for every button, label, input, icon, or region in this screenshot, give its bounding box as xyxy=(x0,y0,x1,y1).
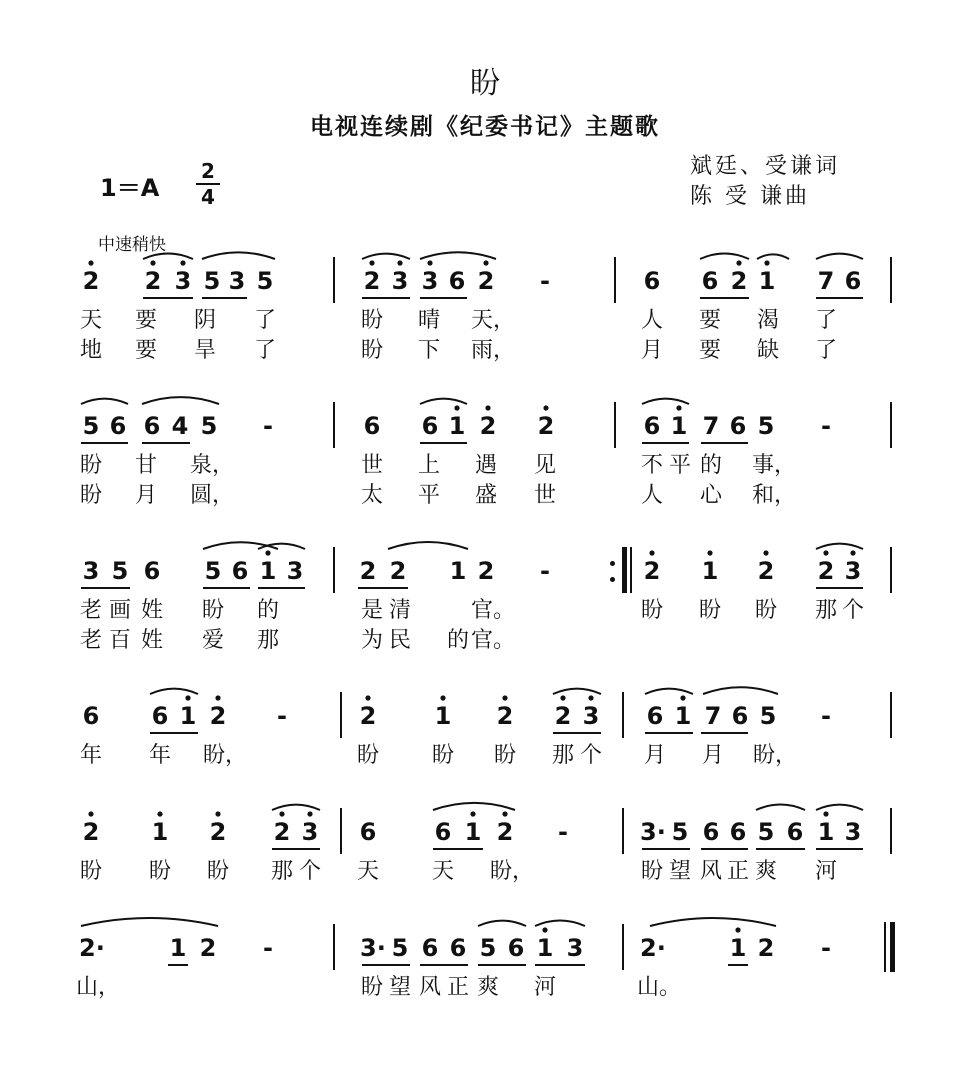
note: 3 xyxy=(174,267,192,295)
lyric-verse-1: 盼 xyxy=(493,743,516,768)
lyric-verse-1: 渴 xyxy=(756,308,779,333)
note: 6 xyxy=(844,267,862,295)
note: 5 xyxy=(111,557,129,585)
lyric-verse-1: 事， xyxy=(752,453,797,478)
lyric-verse-1: 盼 xyxy=(640,598,663,623)
lyric-verse-2: 那 xyxy=(256,628,279,653)
note: 1 xyxy=(179,702,197,730)
octave-dot xyxy=(649,550,654,555)
lyric-verse-1: 了 xyxy=(253,308,276,333)
lyric-verse-1: 盼 xyxy=(640,859,663,884)
note: 1 xyxy=(448,412,466,440)
lyric-verse-1: 盼， xyxy=(753,743,798,768)
slur xyxy=(142,397,219,404)
lyric-verse-1: 天 xyxy=(79,308,102,333)
note: 3 xyxy=(566,934,584,962)
octave-dot xyxy=(736,260,741,265)
lyric-verse-2: 百 xyxy=(108,628,131,653)
meter-bottom: 4 xyxy=(201,185,215,209)
lyric-verse-1: 老 xyxy=(79,598,102,623)
dash-note: - xyxy=(821,934,831,962)
lyric-verse-1: 盼 xyxy=(79,859,102,884)
lyric-verse-1: 月 xyxy=(643,743,666,768)
octave-dot xyxy=(542,927,547,932)
octave-dot xyxy=(88,811,93,816)
note: 5 xyxy=(391,934,409,962)
lyric-verse-2: 和， xyxy=(752,483,797,508)
note: 1 xyxy=(729,934,747,962)
lyric-verse-1: 正 xyxy=(446,975,469,1000)
lyric-verse-1: 望 xyxy=(668,859,691,884)
octave-dot xyxy=(735,927,740,932)
lyric-verse-1: 平 xyxy=(668,453,691,478)
lyric-verse-1: 天 xyxy=(431,859,454,884)
lyric-verse-2: 民 xyxy=(388,628,411,653)
lyric-verse-1: 是 xyxy=(360,598,383,623)
note: 4 xyxy=(171,412,189,440)
lyric-verse-1: 姓 xyxy=(140,598,163,623)
meter-top: 2 xyxy=(201,159,215,183)
note: 7 xyxy=(817,267,835,295)
note: 3 xyxy=(82,557,100,585)
octave-dot xyxy=(680,695,685,700)
lyric-verse-1: 画 xyxy=(108,598,131,623)
note: 2 xyxy=(757,934,775,962)
note: 2 xyxy=(209,818,227,846)
note: 2 xyxy=(359,557,377,585)
note: 2 xyxy=(363,267,381,295)
dash-note: - xyxy=(558,818,568,846)
lyric-verse-1: 盼 xyxy=(698,598,721,623)
slur xyxy=(420,252,496,259)
note: 3 xyxy=(844,557,862,585)
lyric-verse-1: 那 xyxy=(551,743,574,768)
lyric-verse-2: 官。 xyxy=(471,628,516,653)
lyric-verse-1: 盼 xyxy=(356,743,379,768)
slur xyxy=(757,254,789,259)
lyric-verse-1: 那 xyxy=(814,598,837,623)
lyric-verse-2: 太 xyxy=(360,483,383,508)
slur xyxy=(150,689,198,694)
octave-dot xyxy=(180,260,185,265)
lyric-verse-1: 阴 xyxy=(193,308,216,333)
note: 5 xyxy=(479,934,497,962)
lyric-verse-1: 要 xyxy=(134,308,157,333)
note: 6 xyxy=(701,267,719,295)
dash-note: - xyxy=(263,412,273,440)
note: 6 xyxy=(507,934,525,962)
slur xyxy=(816,544,863,549)
note: 5 xyxy=(759,702,777,730)
note: 3· xyxy=(640,818,666,846)
note: 6 xyxy=(421,412,439,440)
note: 6 xyxy=(231,557,249,585)
slur xyxy=(388,542,468,549)
note: 2 xyxy=(144,267,162,295)
note: 1 xyxy=(701,557,719,585)
slur xyxy=(645,689,693,694)
slur xyxy=(816,805,863,810)
note: 1 xyxy=(758,267,776,295)
slur xyxy=(143,254,193,260)
lyric-verse-1: 盼 xyxy=(201,598,224,623)
lyric-verse-1: 了 xyxy=(814,308,837,333)
octave-dot xyxy=(307,811,312,816)
octave-dot xyxy=(764,260,769,265)
note: 5 xyxy=(671,818,689,846)
note: 3 xyxy=(301,818,319,846)
octave-dot xyxy=(470,811,475,816)
lyric-verse-1: 风 xyxy=(418,975,441,1000)
note: 2 xyxy=(537,412,555,440)
lyric-verse-1: 盼 xyxy=(206,859,229,884)
note: 6 xyxy=(363,412,381,440)
slur xyxy=(81,399,128,404)
note: 2 xyxy=(209,702,227,730)
lyric-verse-1: 那 xyxy=(270,859,293,884)
octave-dot xyxy=(676,405,681,410)
note: 6 xyxy=(448,267,466,295)
octave-dot xyxy=(185,695,190,700)
note: 6 xyxy=(109,412,127,440)
slur xyxy=(535,921,585,927)
slur xyxy=(553,689,601,694)
slur xyxy=(700,254,749,259)
lyric-verse-2: 月 xyxy=(640,338,663,363)
octave-dot xyxy=(365,695,370,700)
note: 5 xyxy=(204,557,222,585)
lyric-verse-2: 下 xyxy=(417,338,440,363)
lyric-verse-1: 不 xyxy=(640,453,663,478)
lyric-verse-1: 风 xyxy=(699,859,722,884)
note: 2 xyxy=(757,557,775,585)
lyric-verse-2: 人 xyxy=(640,483,663,508)
note: 2 xyxy=(643,557,661,585)
octave-dot xyxy=(279,811,284,816)
lyric-verse-1: 上 xyxy=(417,453,440,478)
slur xyxy=(272,805,320,810)
octave-dot xyxy=(215,811,220,816)
note: 2 xyxy=(477,267,495,295)
octave-dot xyxy=(502,695,507,700)
note: 2 xyxy=(554,702,572,730)
lyric-verse-1: 个 xyxy=(841,598,864,623)
note: 1 xyxy=(169,934,187,962)
tempo-marking: 中速稍快 xyxy=(98,235,166,255)
note: 2 xyxy=(82,818,100,846)
note: 6 xyxy=(729,818,747,846)
octave-dot xyxy=(502,811,507,816)
dash-note: - xyxy=(821,702,831,730)
note: 7 xyxy=(702,412,720,440)
octave-dot xyxy=(483,260,488,265)
lyric-verse-2: 爱 xyxy=(201,628,224,653)
slur xyxy=(642,399,689,404)
song-title: 盼 xyxy=(470,66,500,101)
lyric-verse-1: 晴 xyxy=(417,308,440,333)
note: 2· xyxy=(640,934,666,962)
note: 1 xyxy=(151,818,169,846)
lyric-verse-2: 要 xyxy=(134,338,157,363)
lyric-verse-2: 老 xyxy=(79,628,102,653)
note: 6 xyxy=(82,702,100,730)
lyric-verse-1: 盼， xyxy=(490,859,535,884)
note: 2 xyxy=(477,557,495,585)
note: 1 xyxy=(536,934,554,962)
note: 5 xyxy=(200,412,218,440)
note: 1 xyxy=(464,818,482,846)
note: 2 xyxy=(273,818,291,846)
note: 2 xyxy=(389,557,407,585)
octave-dot xyxy=(88,260,93,265)
note: 2 xyxy=(479,412,497,440)
octave-dot xyxy=(543,405,548,410)
note: 6 xyxy=(786,818,804,846)
note: 3 xyxy=(421,267,439,295)
lyric-verse-2: 心 xyxy=(699,483,722,508)
lyric-verse-2: 姓 xyxy=(140,628,163,653)
note: 6 xyxy=(143,557,161,585)
octave-dot xyxy=(707,550,712,555)
note: 1 xyxy=(449,557,467,585)
lyric-verse-1: 甘 xyxy=(134,453,157,478)
note: 2 xyxy=(817,557,835,585)
lyric-verse-1: 人 xyxy=(640,308,663,333)
note: 1 xyxy=(670,412,688,440)
note: 5 xyxy=(82,412,100,440)
lyric-verse-1: 河 xyxy=(533,975,556,1000)
dash-note: - xyxy=(540,557,550,585)
lyric-verse-2: 盼 xyxy=(79,483,102,508)
note: 6 xyxy=(449,934,467,962)
lyric-verse-1: 爽 xyxy=(754,859,777,884)
lyric-verse-2: 世 xyxy=(533,483,556,508)
octave-dot xyxy=(397,260,402,265)
note: 2· xyxy=(79,934,105,962)
lyric-verse-1: 的 xyxy=(256,598,279,623)
note: 3 xyxy=(844,818,862,846)
note: 2 xyxy=(359,702,377,730)
key-signature: 1＝A xyxy=(100,174,160,202)
slur xyxy=(202,252,275,259)
song-subtitle: 电视连续剧《纪委书记》主题歌 xyxy=(310,114,660,140)
note: 3 xyxy=(391,267,409,295)
octave-dot xyxy=(440,695,445,700)
note: 6 xyxy=(151,702,169,730)
lyric-verse-1: 爽 xyxy=(476,975,499,1000)
note: 1 xyxy=(674,702,692,730)
lyric-verse-1: 望 xyxy=(388,975,411,1000)
lyric-verse-1: 盼 xyxy=(360,975,383,1000)
dash-note: - xyxy=(540,267,550,295)
note: 3 xyxy=(286,557,304,585)
lyric-verse-2: 了 xyxy=(253,338,276,363)
note: 6 xyxy=(359,818,377,846)
lyric-verse-1: 山， xyxy=(76,975,121,1000)
lyric-verse-1: 月 xyxy=(701,743,724,768)
slur xyxy=(362,254,410,259)
lyric-verse-1: 盼 xyxy=(754,598,777,623)
lyric-verse-1: 盼 xyxy=(431,743,454,768)
slur xyxy=(433,803,515,810)
octave-dot xyxy=(157,811,162,816)
note: 6 xyxy=(434,818,452,846)
octave-dot xyxy=(265,550,270,555)
slur xyxy=(650,918,776,926)
lyric-verse-1: 泉， xyxy=(190,453,235,478)
slur xyxy=(816,254,863,259)
octave-dot xyxy=(454,405,459,410)
note: 6 xyxy=(731,702,749,730)
note: 2 xyxy=(199,934,217,962)
octave-dot xyxy=(560,695,565,700)
lyric-verse-2: 圆， xyxy=(190,483,235,508)
lyric-verse-2: 为 xyxy=(360,628,383,653)
lyric-verse-2: 要 xyxy=(698,338,721,363)
dash-note: - xyxy=(277,702,287,730)
lyric-verse-1: 盼， xyxy=(203,743,248,768)
lyric-verse-1: 个 xyxy=(298,859,321,884)
note: 6 xyxy=(143,412,161,440)
lyric-verse-1: 正 xyxy=(726,859,749,884)
lyric-verse-2: 地 xyxy=(79,338,102,363)
lyric-verse-1: 天， xyxy=(471,308,516,333)
octave-dot xyxy=(150,260,155,265)
note: 2 xyxy=(496,818,514,846)
lyric-verse-1: 的 xyxy=(699,453,722,478)
note: 2 xyxy=(82,267,100,295)
note: 7 xyxy=(704,702,722,730)
note: 5 xyxy=(256,267,274,295)
lyric-verse-2: 盼 xyxy=(360,338,383,363)
octave-dot xyxy=(588,695,593,700)
lyric-verse-1: 河 xyxy=(814,859,837,884)
lyric-verse-1: 山。 xyxy=(637,975,682,1000)
slur xyxy=(81,918,218,926)
slur xyxy=(420,399,467,404)
note: 6 xyxy=(729,412,747,440)
octave-dot xyxy=(427,260,432,265)
octave-dot xyxy=(823,550,828,555)
note: 3 xyxy=(582,702,600,730)
lyric-verse-1: 官。 xyxy=(471,598,516,623)
octave-dot xyxy=(215,695,220,700)
note: 1 xyxy=(434,702,452,730)
lyric-verse-1: 年 xyxy=(79,743,102,768)
note: 6 xyxy=(646,702,664,730)
dash-note: - xyxy=(263,934,273,962)
note: 3· xyxy=(360,934,386,962)
dash-note: - xyxy=(821,412,831,440)
lyric-verse-2: 雨， xyxy=(471,338,516,363)
lyric-verse-1: 盼 xyxy=(360,308,383,333)
lyric-verse-1: 要 xyxy=(698,308,721,333)
lyric-verse-1: 年 xyxy=(148,743,171,768)
octave-dot xyxy=(763,550,768,555)
lyric-verse-1: 天 xyxy=(356,859,379,884)
lyric-verse-1: 盼 xyxy=(79,453,102,478)
lyric-verse-1: 清 xyxy=(388,598,411,623)
note: 1 xyxy=(259,557,277,585)
note: 6 xyxy=(643,412,661,440)
octave-dot xyxy=(369,260,374,265)
octave-dot xyxy=(823,811,828,816)
lyric-verse-2: 旱 xyxy=(193,338,216,363)
note: 2 xyxy=(496,702,514,730)
note: 1 xyxy=(817,818,835,846)
lyric-verse-2: 月 xyxy=(134,483,157,508)
note: 5 xyxy=(757,412,775,440)
note: 6 xyxy=(643,267,661,295)
slur xyxy=(703,687,778,694)
slur xyxy=(756,805,805,810)
lyric-verse-1: 个 xyxy=(579,743,602,768)
octave-dot xyxy=(485,405,490,410)
octave-dot xyxy=(850,550,855,555)
lyricist-credit: 斌廷、受谦词 xyxy=(690,154,841,179)
note: 2 xyxy=(730,267,748,295)
note: 6 xyxy=(702,818,720,846)
lyric-verse-2: 平 xyxy=(417,483,440,508)
lyric-verse-2: 的 xyxy=(446,628,469,653)
lyric-verse-2: 缺 xyxy=(756,338,779,363)
lyric-verse-1: 世 xyxy=(360,453,383,478)
lyric-verse-1: 遇 xyxy=(474,453,497,478)
note: 3 xyxy=(228,267,246,295)
slur xyxy=(478,921,526,926)
note: 5 xyxy=(203,267,221,295)
note: 6 xyxy=(421,934,439,962)
lyric-verse-2: 了 xyxy=(814,338,837,363)
composer-credit: 陈 受 谦曲 xyxy=(690,184,810,209)
lyric-verse-1: 盼 xyxy=(148,859,171,884)
lyric-verse-2: 盛 xyxy=(474,483,497,508)
note: 5 xyxy=(757,818,775,846)
lyric-verse-1: 见 xyxy=(533,453,556,478)
